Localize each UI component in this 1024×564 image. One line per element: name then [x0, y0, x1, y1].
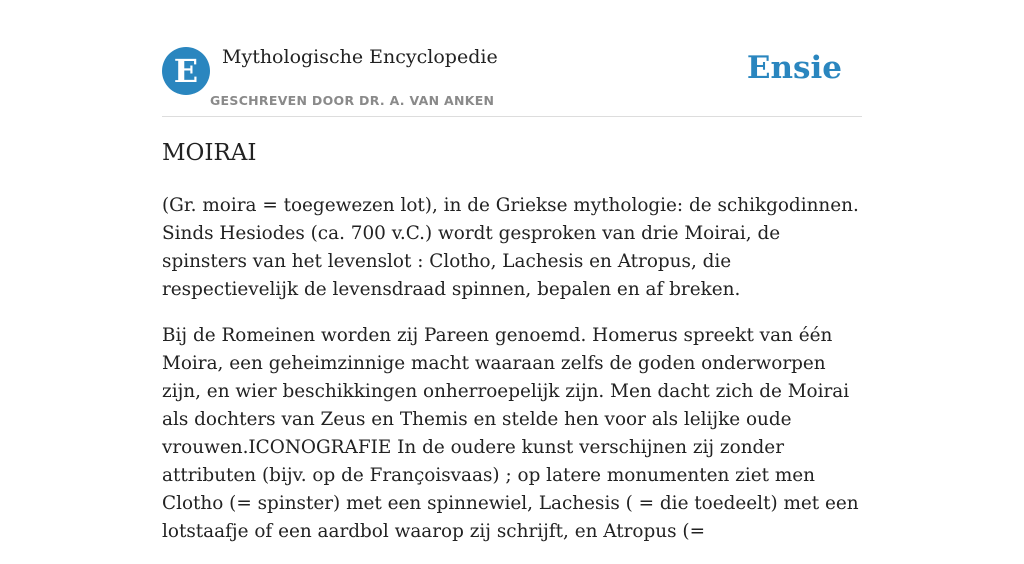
ensie-brand-logo[interactable]: Ensie	[746, 50, 842, 86]
header	[162, 46, 862, 117]
article-paragraph-2: Bij de Romeinen worden zij Pareen genoemd. Homerus spreekt van één Moira, een geheimzinnige macht waaraan zelfs de goden onderworpen zijn, en wier beschikkingen onherroepelijk zijn. Men dacht zich de Moirai als dochters van Zeus en Themis en stelde hen voor als lelijke oude vrouwen.ICONOGRAFIE In de oudere kunst verschijnen zij zonder attributen (bijv. op de Françoisvaas) ; op latere monumenten ziet men Clotho (= spinster) met een spinnewiel, Lachesis ( = die toedeelt) met een lotstaafje of een aardbol waarop zij schrijft, en Atropus (=	[162, 325, 859, 542]
article-paragraph-1: (Gr. moira = toegewezen lot), in de Griekse mythologie: de schikgodinnen. Sinds Hesiodes (ca. 700 v.C.) wordt gesproken van drie Moirai, de spinsters van het levenslot : Clotho, Lachesis en Atropus, die respectievelijk de levensdraad spinnen, bepalen en af breken.	[162, 195, 859, 300]
author-link[interactable]: GESCHREVEN DOOR DR. A. VAN ANKEN	[210, 93, 495, 108]
article-title: MOIRAI	[162, 140, 257, 166]
source-title-link[interactable]: Mythologische Encyclopedie	[222, 46, 498, 68]
article-body	[162, 192, 862, 564]
encyclopedia-logo-icon[interactable]: E	[162, 47, 210, 95]
